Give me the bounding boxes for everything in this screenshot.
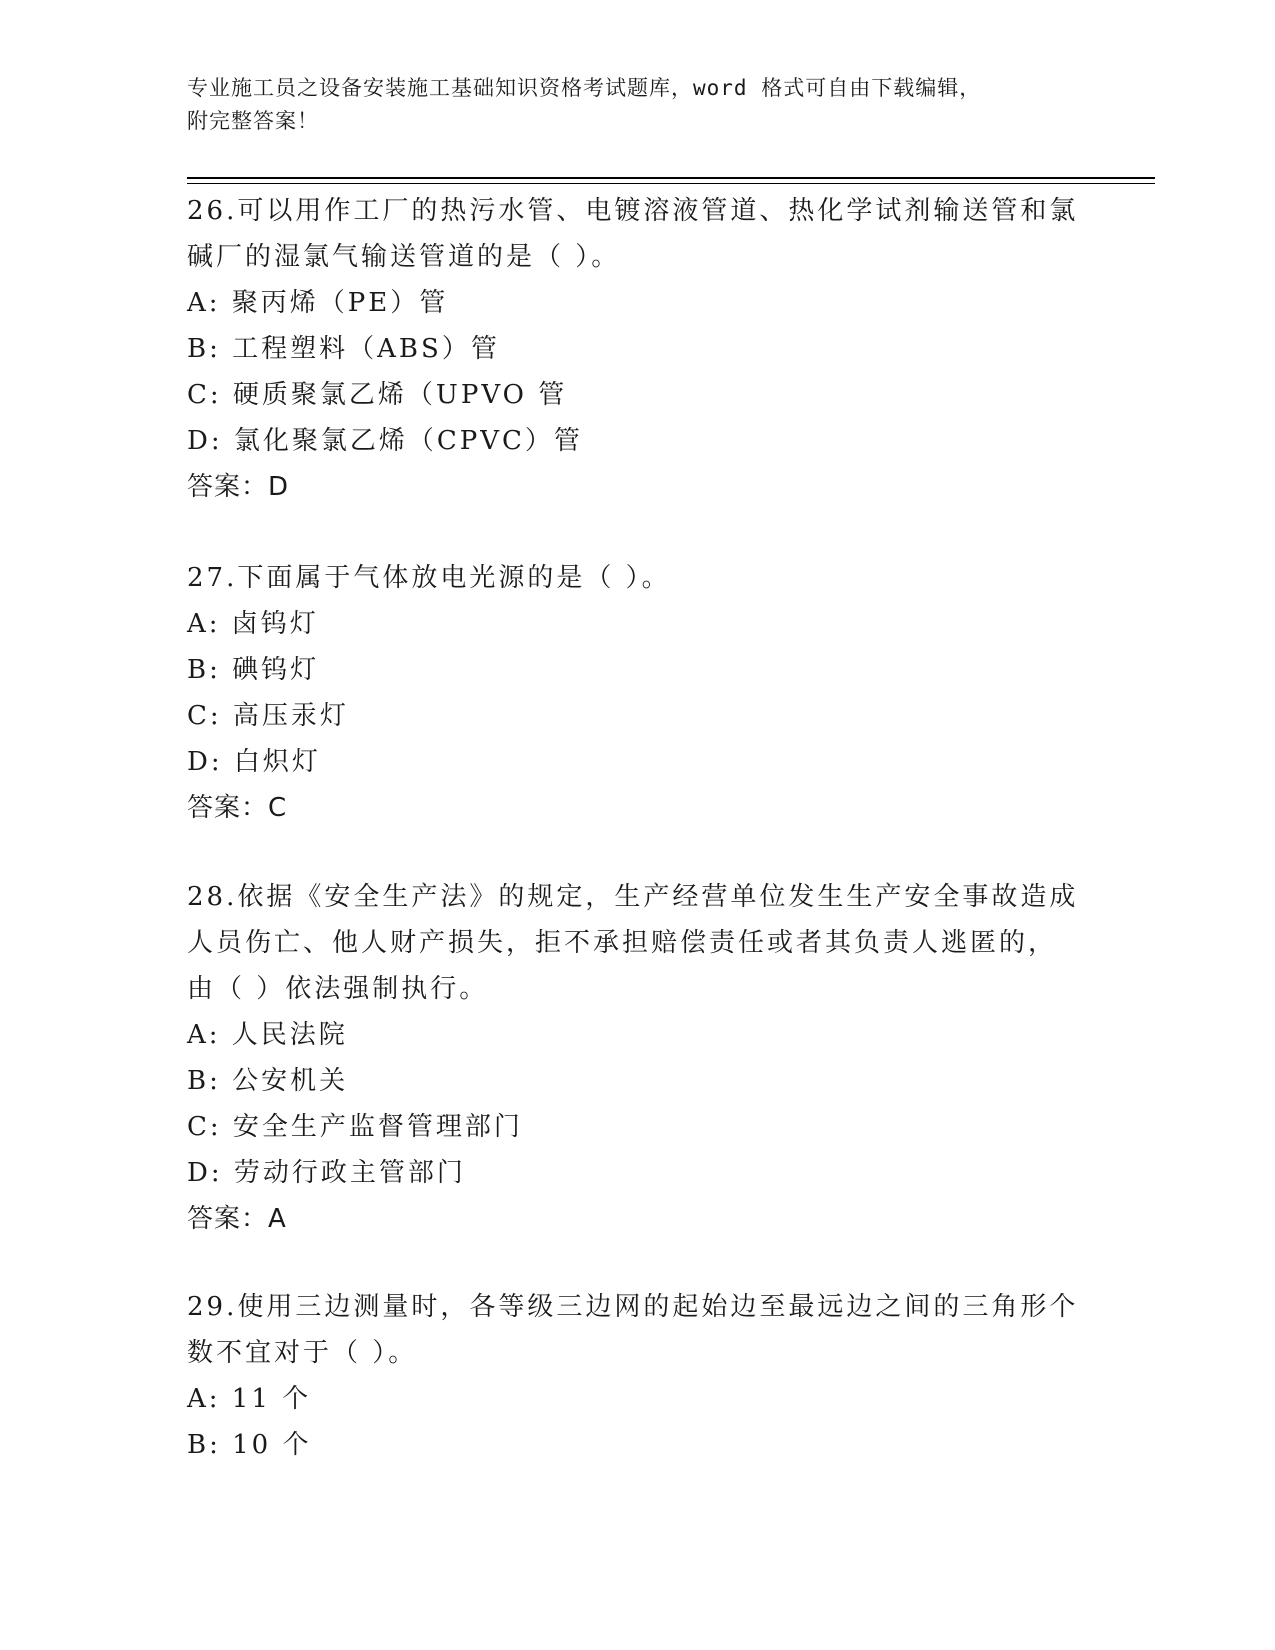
option-d: D: 白炽灯	[187, 747, 321, 777]
option-a: A: 11 个	[187, 1384, 312, 1414]
option-c: C: 安全生产监督管理部门	[187, 1112, 523, 1142]
option-a: A: 人民法院	[187, 1020, 348, 1050]
question-stem-line: 26.可以用作工厂的热污水管、电镀溶液管道、热化学试剂输送管和氯	[187, 196, 1079, 226]
option-b: B: 工程塑料（ABS）管	[187, 334, 500, 364]
question-stem-line: 29.使用三边测量时，各等级三边网的起始边至最远边之间的三角形个	[187, 1292, 1079, 1322]
header-line-1: 专业施工员之设备安装施工基础知识资格考试题库，word 格式可自由下载编辑，	[187, 76, 982, 100]
question-27	[187, 555, 1087, 831]
header-divider-thin	[187, 183, 1155, 184]
question-stem-line: 人员伤亡、他人财产损失，拒不承担赔偿责任或者其负责人逃匿的，	[187, 928, 1058, 958]
answer: 答案：D	[187, 472, 290, 502]
question-stem-line: 由（ ）依法强制执行。	[187, 974, 489, 1004]
option-a: A: 聚丙烯（PE）管	[187, 288, 449, 318]
header-line-2: 附完整答案！	[187, 109, 319, 133]
question-stem-line: 28.依据《安全生产法》的规定，生产经营单位发生生产安全事故造成	[187, 882, 1079, 912]
question-stem-line: 碱厂的湿氯气输送管道的是（ ）。	[187, 242, 621, 272]
option-b: B: 碘钨灯	[187, 655, 320, 685]
option-b: B: 公安机关	[187, 1066, 349, 1096]
option-a: A: 卤钨灯	[187, 609, 319, 639]
header-divider-thick	[187, 177, 1155, 179]
question-stem-line: 27.下面属于气体放电光源的是（ ）。	[187, 563, 671, 593]
question-stem-line: 数不宜对于（ ）。	[187, 1338, 418, 1368]
option-b: B: 10 个	[187, 1430, 312, 1460]
question-28	[187, 874, 1087, 1242]
answer: 答案：A	[187, 1204, 287, 1234]
option-c: C: 高压汞灯	[187, 701, 349, 731]
option-c: C: 硬质聚氯乙烯（UPVO 管	[187, 380, 568, 410]
option-d: D: 氯化聚氯乙烯（CPVC）管	[187, 426, 583, 456]
answer: 答案：C	[187, 793, 288, 823]
question-26	[187, 188, 1087, 510]
document-header	[187, 72, 1087, 138]
question-29	[187, 1284, 1087, 1468]
option-d: D: 劳动行政主管部门	[187, 1158, 466, 1188]
